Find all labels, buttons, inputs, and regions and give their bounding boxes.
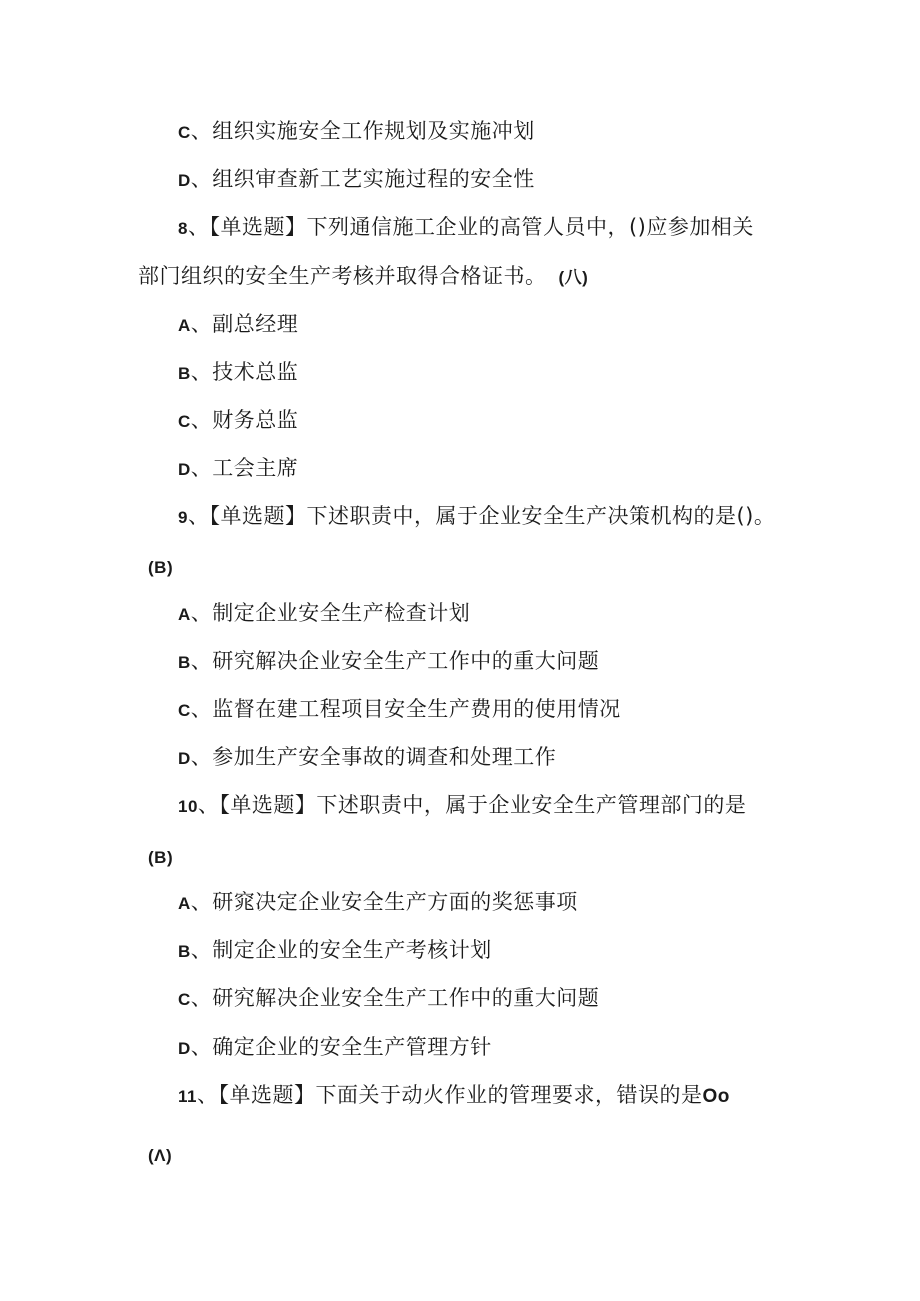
option-d <box>178 454 298 484</box>
question-text: 、【单选题】下列通信施工企业的高管人员中，()应参加相关 <box>187 215 754 239</box>
option-text: 、工会主席 <box>190 456 299 480</box>
question-9 <box>178 502 775 532</box>
option-letter: B <box>178 653 191 672</box>
option-letter: D <box>178 171 191 190</box>
option-text: 、组织审查新工艺实施过程的安全性 <box>190 167 535 191</box>
option-d <box>178 1033 492 1063</box>
option-letter: C <box>178 990 191 1009</box>
option-text: 、副总经理 <box>190 312 299 336</box>
option-text: 、确定企业的安全生产管理方针 <box>190 1035 492 1059</box>
option-text: 、研究解决企业安全生产工作中的重大问题 <box>190 986 600 1010</box>
option-a <box>178 310 298 340</box>
option-letter: D <box>178 460 191 479</box>
question-text: 部门组织的安全生产考核并取得合格证书。 <box>138 264 547 288</box>
option-letter: D <box>178 749 191 768</box>
question-number: 10 <box>178 797 198 816</box>
option-a <box>178 599 470 629</box>
question-11 <box>178 1081 730 1111</box>
question-text: 、【单选题】下述职责中，属于企业安全生产管理部门的是 <box>197 793 747 817</box>
option-letter: A <box>178 316 191 335</box>
option-text: 、财务总监 <box>190 408 299 432</box>
option-a <box>178 888 578 918</box>
question-number: 11 <box>178 1087 197 1106</box>
option-text: 、技术总监 <box>190 360 299 384</box>
option-text: 、监督在建工程项目安全生产费用的使用情况 <box>190 697 621 721</box>
question-text: 、【单选题】下述职责中，属于企业安全生产决策机构的是()。 <box>187 504 776 528</box>
trailing-mark: Oo <box>702 1086 730 1107</box>
option-letter: A <box>178 605 191 624</box>
question-number: 8 <box>178 219 188 238</box>
question-number: 9 <box>178 508 188 527</box>
option-letter: C <box>178 701 191 720</box>
answer-line <box>148 1140 172 1170</box>
option-letter: C <box>178 412 191 431</box>
question-8 <box>178 213 754 243</box>
option-c <box>178 984 599 1014</box>
answer-line <box>148 842 173 872</box>
option-text: 、制定企业的安全生产考核计划 <box>190 938 492 962</box>
answer-key: (Λ) <box>148 1146 173 1165</box>
option-text: 、制定企业安全生产检查计划 <box>190 601 471 625</box>
option-d <box>178 165 535 195</box>
option-c <box>178 117 535 147</box>
option-letter: B <box>178 942 191 961</box>
option-c <box>178 695 621 725</box>
question-text: 、【单选题】下面关于动火作业的管理要求，错误的是 <box>196 1083 703 1107</box>
question-8-continued <box>138 262 588 292</box>
option-b <box>178 358 298 388</box>
option-letter: D <box>178 1039 191 1058</box>
option-text: 、参加生产安全事故的调查和处理工作 <box>190 745 557 769</box>
answer-line <box>148 552 173 582</box>
option-d <box>178 743 556 773</box>
option-letter: B <box>178 364 191 383</box>
option-text: 、组织实施安全工作规划及实施冲划 <box>190 119 535 143</box>
option-letter: C <box>178 123 191 142</box>
answer-key: (B) <box>148 558 174 577</box>
answer-key: (八) <box>558 268 589 287</box>
option-text: 、研究解决企业安全生产工作中的重大问题 <box>190 649 600 673</box>
question-10 <box>178 791 746 821</box>
option-text: 、研窕决定企业安全生产方面的奖惩事项 <box>190 890 578 914</box>
option-letter: A <box>178 894 191 913</box>
option-c <box>178 406 298 436</box>
option-b <box>178 936 492 966</box>
answer-key: (B) <box>148 848 174 867</box>
option-b <box>178 647 599 677</box>
